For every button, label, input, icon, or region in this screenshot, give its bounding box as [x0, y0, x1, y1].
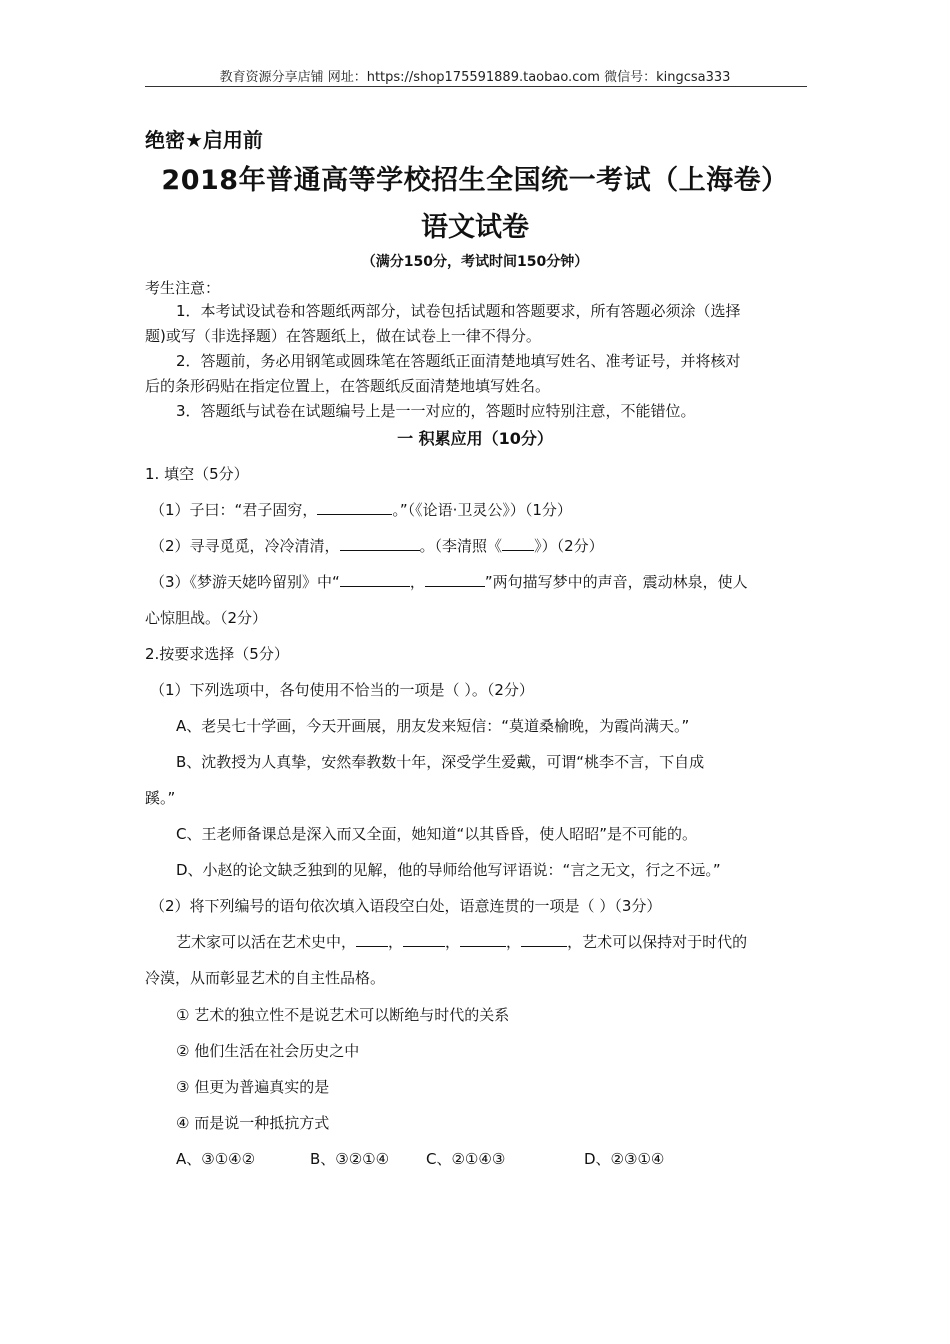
question-2-heading: 2.按要求选择（5分）: [145, 645, 289, 663]
choice-c: C、②①④③: [426, 1150, 506, 1168]
notice-item-3: 3．答题纸与试卷在试题编号上是一一对应的，答题时应特别注意，不能错位。: [176, 402, 696, 420]
option-d: D、小赵的论文缺乏独到的见解，他的导师给他写评语说：“言之无文，行之不远。”: [176, 861, 721, 879]
notice-item-1-line-2: 题)或写（非选择题）在答题纸上，做在试卷上一律不得分。: [145, 327, 541, 345]
option-b-line-1: B、沈教授为人真挚，安然奉教数十年，深受学生爱戴，可谓“桃李不言，下自成: [176, 753, 705, 771]
answer-blank[interactable]: [425, 572, 485, 587]
question-1-2: （2）寻寻觅觅，冷冷清清， 。（李清照《 》）（2分）: [150, 537, 604, 555]
answer-blank[interactable]: [521, 932, 567, 947]
question-1-3: （3）《梦游天姥吟留别》中“ ， ”两句描写梦中的声音，震动林泉，使人: [150, 573, 748, 591]
exam-title: 2018年普通高等学校招生全国统一考试（上海卷）: [161, 165, 789, 196]
score-info: （满分150分，考试时间150分钟）: [361, 254, 589, 270]
answer-blank[interactable]: [340, 572, 410, 587]
choice-a: A、③①④②: [176, 1150, 256, 1168]
header-divider: [145, 86, 807, 87]
exam-subtitle: 语文试卷: [421, 212, 529, 243]
notice-item-2-line-2: 后的条形码贴在指定位置上，在答题纸反面清楚地填写姓名。: [145, 377, 551, 395]
question-1-heading: 1. 填空（5分）: [145, 465, 249, 483]
sentence-2: ② 他们生活在社会历史之中: [176, 1042, 360, 1060]
notice-item-2-line-1: 2．答题前，务必用钢笔或圆珠笔在答题纸正面清楚地填写姓名、准考证号，并将核对: [176, 352, 741, 370]
answer-blank[interactable]: [317, 500, 392, 515]
passage-line-1: 艺术家可以活在艺术史中， ， ， ， ，艺术可以保持对于时代的: [176, 933, 748, 951]
option-a: A、老吴七十学画，今天开画展，朋友发来短信：“莫道桑榆晚，为霞尚满天。”: [176, 717, 690, 735]
option-c: C、王老师备课总是深入而又全面，她知道“以其昏昏，使人昭昭”是不可能的。: [176, 825, 698, 843]
question-1-3-line-2: 心惊胆战。（2分）: [145, 609, 268, 627]
sentence-4: ④ 而是说一种抵抗方式: [176, 1114, 330, 1132]
question-2-2: （2）将下列编号的语句依次填入语段空白处，语意连贯的一项是（ ）（3分）: [150, 897, 662, 915]
answer-blank[interactable]: [502, 536, 534, 551]
question-1-1: （1）子曰：“君子固穷， 。”（《论语·卫灵公》）（1分）: [150, 501, 572, 519]
question-2-1: （1）下列选项中，各句使用不恰当的一项是（ ）。（2分）: [150, 681, 534, 699]
choice-d: D、②③①④: [584, 1150, 665, 1168]
section-1-title: 一 积累应用（10分）: [397, 429, 553, 448]
answer-blank[interactable]: [460, 932, 506, 947]
answer-blank[interactable]: [340, 536, 420, 551]
secret-label: 绝密★启用前: [145, 128, 263, 152]
answer-blank[interactable]: [403, 932, 445, 947]
page-header: 教育资源分享店铺 网址：https://shop175591889.taobao.com 微信号：kingcsa333: [219, 70, 731, 85]
sentence-3: ③ 但更为普遍真实的是: [176, 1078, 330, 1096]
option-b-line-2: 蹊。”: [145, 789, 176, 807]
sentence-1: ① 艺术的独立性不是说艺术可以断绝与时代的关系: [176, 1006, 510, 1024]
passage-line-2: 冷漠，从而彰显艺术的自主性品格。: [145, 969, 386, 987]
notice-item-1-line-1: 1．本考试设试卷和答题纸两部分，试卷包括试题和答题要求，所有答题必须涂（选择: [176, 302, 741, 320]
answer-blank[interactable]: [356, 932, 388, 947]
notice-heading: 考生注意：: [145, 279, 221, 297]
choice-b: B、③②①④: [310, 1150, 390, 1168]
